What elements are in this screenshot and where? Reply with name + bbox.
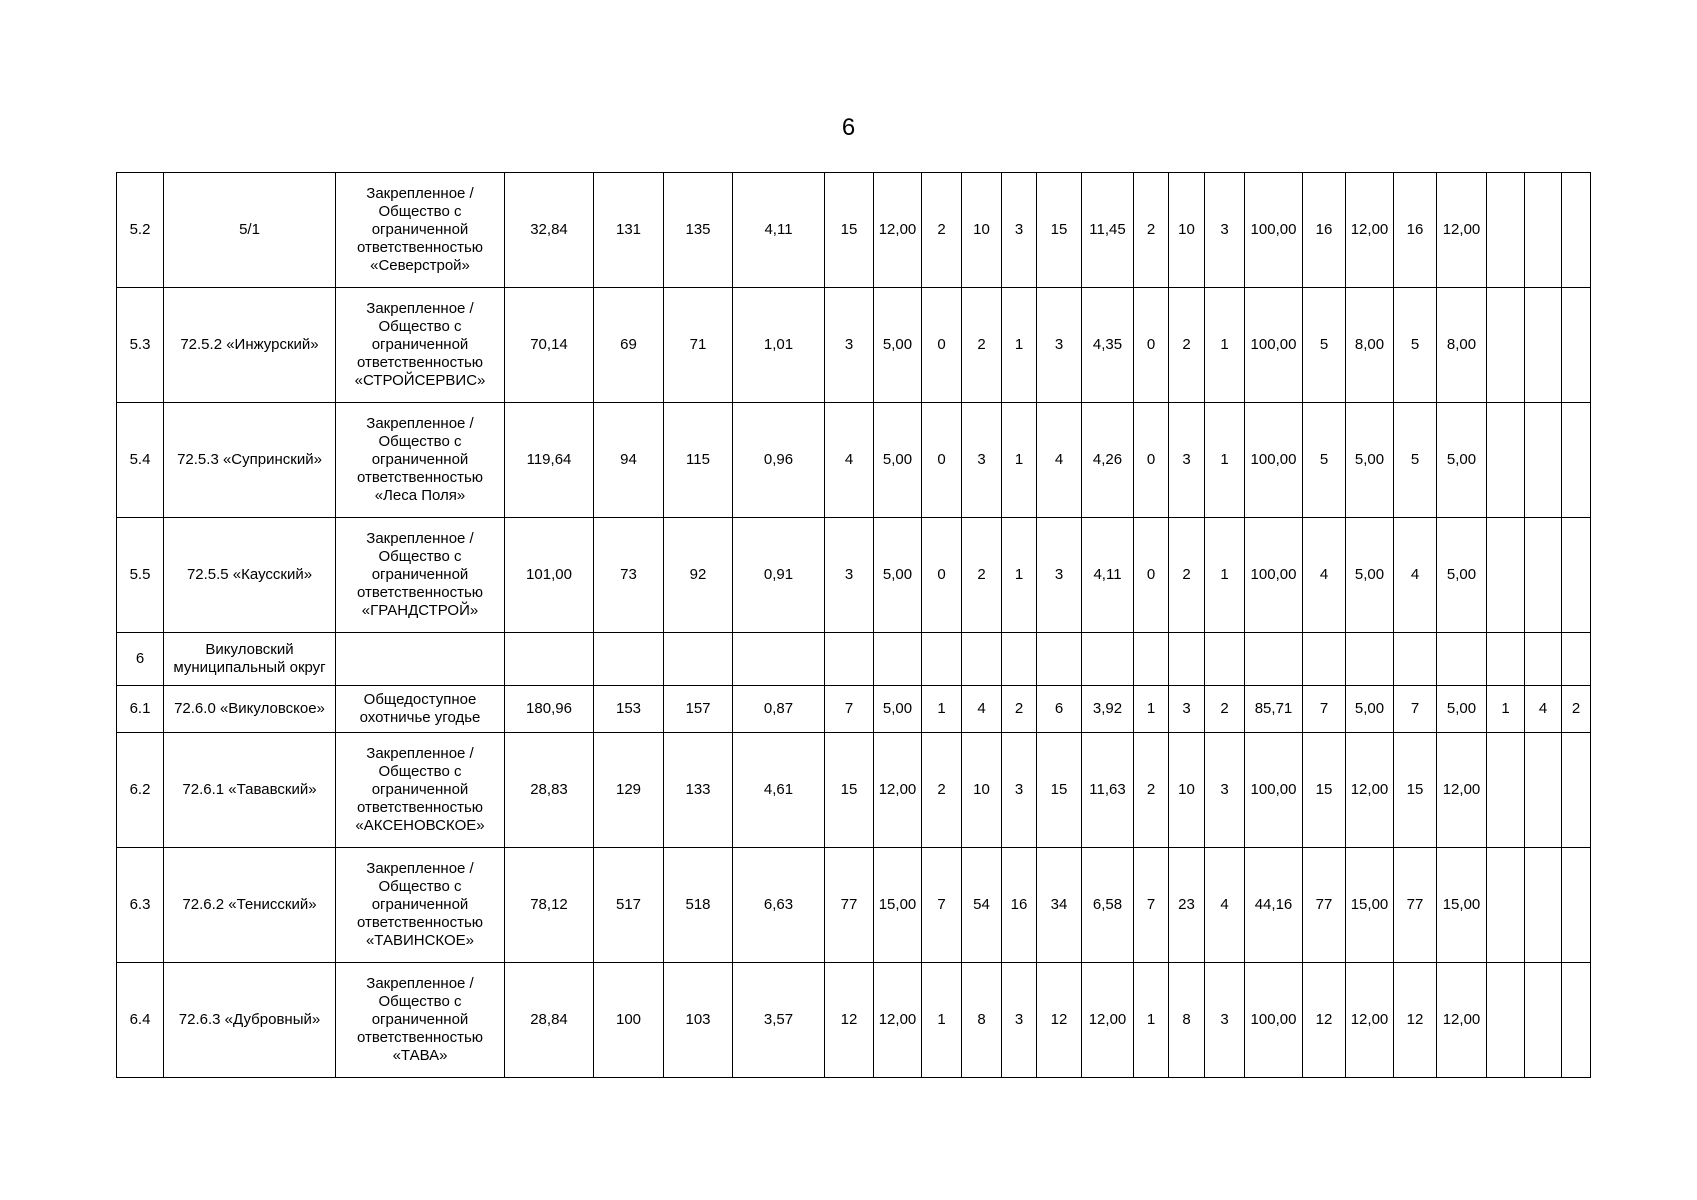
cell-value-col-20: 12,00 xyxy=(1346,963,1394,1078)
cell-value-col-17 xyxy=(1205,633,1245,686)
cell-value-col-19: 4 xyxy=(1303,518,1346,633)
cell-value-col-24 xyxy=(1525,963,1562,1078)
cell-value-col-11: 54 xyxy=(962,848,1002,963)
cell-value-col-21: 4 xyxy=(1394,518,1437,633)
cell-value-col-8: 77 xyxy=(825,848,874,963)
cell-value-col-15: 7 xyxy=(1134,848,1169,963)
cell-value-col-13: 15 xyxy=(1037,733,1082,848)
cell-value-col-23 xyxy=(1487,733,1525,848)
cell-value-col-14: 12,00 xyxy=(1082,963,1134,1078)
cell-ground-category-owner: Закрепленное / Общество с ограниченной ответственностью «АКСЕНОВСКОЕ» xyxy=(336,733,505,848)
cell-ground-category-owner: Закрепленное / Общество с ограниченной ответственностью «Северстрой» xyxy=(336,173,505,288)
cell-row-number: 5.3 xyxy=(117,288,164,403)
cell-value-col-9: 5,00 xyxy=(874,518,922,633)
cell-percent-col-18: 100,00 xyxy=(1245,173,1303,288)
cell-hunting-ground-name: 72.5.5 «Каусский» xyxy=(164,518,336,633)
cell-value-col-6: 103 xyxy=(664,963,733,1078)
cell-row-number: 6.3 xyxy=(117,848,164,963)
cell-row-number: 5.2 xyxy=(117,173,164,288)
cell-percent-col-18: 100,00 xyxy=(1245,403,1303,518)
cell-value-col-10 xyxy=(922,633,962,686)
cell-value-col-11: 3 xyxy=(962,403,1002,518)
cell-value-col-10: 2 xyxy=(922,173,962,288)
cell-value-col-8: 15 xyxy=(825,733,874,848)
table-row xyxy=(117,963,1591,1078)
cell-value-col-17: 3 xyxy=(1205,963,1245,1078)
cell-ground-category-owner: Закрепленное / Общество с ограниченной ответственностью «ТАВИНСКОЕ» xyxy=(336,848,505,963)
cell-value-col-7 xyxy=(733,633,825,686)
cell-value-col-10: 0 xyxy=(922,403,962,518)
cell-value-col-24 xyxy=(1525,173,1562,288)
cell-value-col-17: 1 xyxy=(1205,403,1245,518)
cell-value-col-25 xyxy=(1562,848,1591,963)
cell-value-col-19: 12 xyxy=(1303,963,1346,1078)
cell-value-col-8: 15 xyxy=(825,173,874,288)
cell-value-col-11: 10 xyxy=(962,733,1002,848)
cell-value-col-21: 7 xyxy=(1394,686,1437,733)
cell-value-col-23 xyxy=(1487,173,1525,288)
cell-value-col-12: 3 xyxy=(1002,733,1037,848)
cell-value-col-25: 2 xyxy=(1562,686,1591,733)
cell-value-col-5: 100 xyxy=(594,963,664,1078)
cell-area: 28,84 xyxy=(505,963,594,1078)
cell-value-col-16: 3 xyxy=(1169,686,1205,733)
cell-value-col-8: 3 xyxy=(825,288,874,403)
cell-value-col-16: 3 xyxy=(1169,403,1205,518)
table-district-row xyxy=(117,633,1591,686)
cell-hunting-ground-name: 72.6.1 «Тававский» xyxy=(164,733,336,848)
cell-value-col-5: 131 xyxy=(594,173,664,288)
cell-value-col-11 xyxy=(962,633,1002,686)
cell-value-col-6: 518 xyxy=(664,848,733,963)
cell-value-col-9: 5,00 xyxy=(874,403,922,518)
cell-value-col-15: 0 xyxy=(1134,288,1169,403)
cell-value-col-9: 12,00 xyxy=(874,733,922,848)
cell-value-col-13: 3 xyxy=(1037,288,1082,403)
cell-row-number: 6.2 xyxy=(117,733,164,848)
cell-value-col-21: 5 xyxy=(1394,403,1437,518)
cell-ground-category-owner: Закрепленное / Общество с ограниченной ответственностью «ТАВА» xyxy=(336,963,505,1078)
cell-value-col-8: 4 xyxy=(825,403,874,518)
cell-percent-col-18 xyxy=(1245,633,1303,686)
cell-ground-category-owner xyxy=(336,633,505,686)
cell-value-col-6 xyxy=(664,633,733,686)
cell-value-col-17: 3 xyxy=(1205,733,1245,848)
cell-area: 70,14 xyxy=(505,288,594,403)
cell-value-col-5 xyxy=(594,633,664,686)
cell-value-col-24 xyxy=(1525,403,1562,518)
cell-value-col-17: 3 xyxy=(1205,173,1245,288)
cell-value-col-10: 0 xyxy=(922,518,962,633)
cell-value-col-20: 5,00 xyxy=(1346,686,1394,733)
cell-value-col-22: 12,00 xyxy=(1437,733,1487,848)
table-row xyxy=(117,848,1591,963)
cell-hunting-ground-name: Викуловский муниципальный округ xyxy=(164,633,336,686)
cell-value-col-23 xyxy=(1487,848,1525,963)
cell-value-col-9 xyxy=(874,633,922,686)
cell-value-col-8: 7 xyxy=(825,686,874,733)
cell-value-col-22: 12,00 xyxy=(1437,173,1487,288)
cell-value-col-15: 1 xyxy=(1134,686,1169,733)
cell-value-col-21: 5 xyxy=(1394,288,1437,403)
cell-value-col-5: 73 xyxy=(594,518,664,633)
cell-area: 32,84 xyxy=(505,173,594,288)
cell-value-col-14: 4,26 xyxy=(1082,403,1134,518)
cell-value-col-19: 5 xyxy=(1303,288,1346,403)
cell-value-col-8: 12 xyxy=(825,963,874,1078)
cell-value-col-14: 4,11 xyxy=(1082,518,1134,633)
cell-area: 78,12 xyxy=(505,848,594,963)
cell-value-col-9: 12,00 xyxy=(874,963,922,1078)
cell-area: 101,00 xyxy=(505,518,594,633)
cell-value-col-24: 4 xyxy=(1525,686,1562,733)
cell-value-col-15 xyxy=(1134,633,1169,686)
page-number: 6 xyxy=(841,114,856,141)
cell-value-col-6: 115 xyxy=(664,403,733,518)
cell-percent-col-18: 100,00 xyxy=(1245,288,1303,403)
table-row xyxy=(117,288,1591,403)
cell-value-col-5: 129 xyxy=(594,733,664,848)
cell-percent-col-18: 44,16 xyxy=(1245,848,1303,963)
cell-value-col-10: 7 xyxy=(922,848,962,963)
cell-value-col-20: 5,00 xyxy=(1346,518,1394,633)
cell-ground-category-owner: Закрепленное / Общество с ограниченной ответственностью «ГРАНДСТРОЙ» xyxy=(336,518,505,633)
cell-value-col-23 xyxy=(1487,963,1525,1078)
cell-value-col-16: 2 xyxy=(1169,288,1205,403)
cell-value-col-22: 5,00 xyxy=(1437,518,1487,633)
cell-value-col-14: 4,35 xyxy=(1082,288,1134,403)
cell-value-col-12: 3 xyxy=(1002,963,1037,1078)
cell-value-col-17: 2 xyxy=(1205,686,1245,733)
cell-value-col-9: 5,00 xyxy=(874,686,922,733)
cell-value-col-15: 1 xyxy=(1134,963,1169,1078)
cell-value-col-15: 2 xyxy=(1134,173,1169,288)
table-row xyxy=(117,733,1591,848)
cell-value-col-11: 2 xyxy=(962,288,1002,403)
cell-value-col-6: 133 xyxy=(664,733,733,848)
cell-value-col-17: 4 xyxy=(1205,848,1245,963)
cell-value-col-16 xyxy=(1169,633,1205,686)
cell-value-col-13: 6 xyxy=(1037,686,1082,733)
cell-value-col-22 xyxy=(1437,633,1487,686)
cell-hunting-ground-name: 5/1 xyxy=(164,173,336,288)
cell-value-col-8: 3 xyxy=(825,518,874,633)
cell-value-col-15: 2 xyxy=(1134,733,1169,848)
cell-value-col-25 xyxy=(1562,633,1591,686)
cell-value-col-19: 7 xyxy=(1303,686,1346,733)
cell-value-col-21: 12 xyxy=(1394,963,1437,1078)
cell-value-col-24 xyxy=(1525,733,1562,848)
cell-value-col-7: 4,11 xyxy=(733,173,825,288)
cell-value-col-9: 12,00 xyxy=(874,173,922,288)
cell-value-col-12: 1 xyxy=(1002,288,1037,403)
cell-value-col-12: 16 xyxy=(1002,848,1037,963)
cell-value-col-12: 1 xyxy=(1002,403,1037,518)
table-row xyxy=(117,173,1591,288)
cell-value-col-19: 16 xyxy=(1303,173,1346,288)
cell-row-number: 5.5 xyxy=(117,518,164,633)
cell-value-col-21: 16 xyxy=(1394,173,1437,288)
table-row xyxy=(117,686,1591,733)
cell-value-col-22: 8,00 xyxy=(1437,288,1487,403)
cell-value-col-11: 2 xyxy=(962,518,1002,633)
cell-value-col-20: 12,00 xyxy=(1346,173,1394,288)
cell-value-col-11: 8 xyxy=(962,963,1002,1078)
cell-value-col-24 xyxy=(1525,518,1562,633)
cell-hunting-ground-name: 72.6.3 «Дубровный» xyxy=(164,963,336,1078)
cell-value-col-20: 8,00 xyxy=(1346,288,1394,403)
cell-ground-category-owner: Закрепленное / Общество с ограниченной ответственностью «Леса Поля» xyxy=(336,403,505,518)
cell-value-col-20: 15,00 xyxy=(1346,848,1394,963)
cell-hunting-ground-name: 72.6.2 «Тенисский» xyxy=(164,848,336,963)
cell-value-col-8 xyxy=(825,633,874,686)
cell-value-col-22: 15,00 xyxy=(1437,848,1487,963)
cell-value-col-6: 135 xyxy=(664,173,733,288)
cell-value-col-25 xyxy=(1562,963,1591,1078)
cell-value-col-10: 1 xyxy=(922,963,962,1078)
cell-area xyxy=(505,633,594,686)
cell-value-col-5: 94 xyxy=(594,403,664,518)
cell-hunting-ground-name: 72.6.0 «Викуловское» xyxy=(164,686,336,733)
cell-value-col-9: 15,00 xyxy=(874,848,922,963)
cell-value-col-14: 11,45 xyxy=(1082,173,1134,288)
cell-value-col-25 xyxy=(1562,403,1591,518)
cell-value-col-7: 3,57 xyxy=(733,963,825,1078)
cell-value-col-6: 157 xyxy=(664,686,733,733)
cell-value-col-7: 0,87 xyxy=(733,686,825,733)
table-row xyxy=(117,403,1591,518)
cell-value-col-10: 2 xyxy=(922,733,962,848)
cell-value-col-13: 3 xyxy=(1037,518,1082,633)
cell-percent-col-18: 100,00 xyxy=(1245,733,1303,848)
cell-value-col-10: 0 xyxy=(922,288,962,403)
cell-value-col-19: 5 xyxy=(1303,403,1346,518)
cell-value-col-16: 10 xyxy=(1169,173,1205,288)
cell-hunting-ground-name: 72.5.3 «Супринский» xyxy=(164,403,336,518)
cell-value-col-23 xyxy=(1487,288,1525,403)
cell-value-col-13 xyxy=(1037,633,1082,686)
cell-ground-category-owner: Общедоступное охотничье угодье xyxy=(336,686,505,733)
cell-value-col-23: 1 xyxy=(1487,686,1525,733)
cell-value-col-25 xyxy=(1562,733,1591,848)
cell-percent-col-18: 100,00 xyxy=(1245,963,1303,1078)
cell-value-col-16: 23 xyxy=(1169,848,1205,963)
cell-area: 119,64 xyxy=(505,403,594,518)
cell-value-col-19: 15 xyxy=(1303,733,1346,848)
cell-area: 28,83 xyxy=(505,733,594,848)
cell-value-col-23 xyxy=(1487,403,1525,518)
cell-value-col-22: 5,00 xyxy=(1437,686,1487,733)
cell-value-col-12 xyxy=(1002,633,1037,686)
cell-row-number: 6 xyxy=(117,633,164,686)
cell-value-col-7: 6,63 xyxy=(733,848,825,963)
cell-value-col-24 xyxy=(1525,288,1562,403)
cell-value-col-13: 4 xyxy=(1037,403,1082,518)
cell-value-col-7: 0,96 xyxy=(733,403,825,518)
cell-row-number: 6.4 xyxy=(117,963,164,1078)
cell-value-col-5: 517 xyxy=(594,848,664,963)
cell-value-col-14 xyxy=(1082,633,1134,686)
cell-value-col-25 xyxy=(1562,173,1591,288)
cell-area: 180,96 xyxy=(505,686,594,733)
cell-value-col-19: 77 xyxy=(1303,848,1346,963)
cell-value-col-23 xyxy=(1487,633,1525,686)
cell-value-col-17: 1 xyxy=(1205,518,1245,633)
cell-value-col-6: 71 xyxy=(664,288,733,403)
cell-value-col-5: 153 xyxy=(594,686,664,733)
cell-value-col-11: 10 xyxy=(962,173,1002,288)
cell-value-col-13: 12 xyxy=(1037,963,1082,1078)
cell-value-col-11: 4 xyxy=(962,686,1002,733)
cell-row-number: 6.1 xyxy=(117,686,164,733)
cell-value-col-16: 2 xyxy=(1169,518,1205,633)
cell-value-col-7: 4,61 xyxy=(733,733,825,848)
cell-value-col-20: 5,00 xyxy=(1346,403,1394,518)
cell-value-col-22: 12,00 xyxy=(1437,963,1487,1078)
cell-value-col-9: 5,00 xyxy=(874,288,922,403)
hunting-grounds-table xyxy=(116,172,1591,1078)
cell-value-col-15: 0 xyxy=(1134,518,1169,633)
cell-value-col-19 xyxy=(1303,633,1346,686)
cell-value-col-15: 0 xyxy=(1134,403,1169,518)
table-row xyxy=(117,518,1591,633)
cell-value-col-24 xyxy=(1525,848,1562,963)
cell-value-col-21: 15 xyxy=(1394,733,1437,848)
cell-value-col-21 xyxy=(1394,633,1437,686)
cell-value-col-7: 1,01 xyxy=(733,288,825,403)
cell-value-col-14: 3,92 xyxy=(1082,686,1134,733)
cell-percent-col-18: 100,00 xyxy=(1245,518,1303,633)
cell-value-col-14: 11,63 xyxy=(1082,733,1134,848)
cell-value-col-12: 1 xyxy=(1002,518,1037,633)
cell-value-col-25 xyxy=(1562,288,1591,403)
cell-value-col-7: 0,91 xyxy=(733,518,825,633)
cell-value-col-17: 1 xyxy=(1205,288,1245,403)
cell-ground-category-owner: Закрепленное / Общество с ограниченной ответственностью «СТРОЙСЕРВИС» xyxy=(336,288,505,403)
cell-value-col-20: 12,00 xyxy=(1346,733,1394,848)
cell-percent-col-18: 85,71 xyxy=(1245,686,1303,733)
cell-value-col-12: 3 xyxy=(1002,173,1037,288)
cell-value-col-6: 92 xyxy=(664,518,733,633)
cell-value-col-14: 6,58 xyxy=(1082,848,1134,963)
cell-value-col-12: 2 xyxy=(1002,686,1037,733)
cell-value-col-22: 5,00 xyxy=(1437,403,1487,518)
cell-value-col-24 xyxy=(1525,633,1562,686)
cell-hunting-ground-name: 72.5.2 «Инжурский» xyxy=(164,288,336,403)
cell-value-col-16: 8 xyxy=(1169,963,1205,1078)
cell-row-number: 5.4 xyxy=(117,403,164,518)
cell-value-col-23 xyxy=(1487,518,1525,633)
cell-value-col-25 xyxy=(1562,518,1591,633)
cell-value-col-13: 34 xyxy=(1037,848,1082,963)
cell-value-col-5: 69 xyxy=(594,288,664,403)
cell-value-col-21: 77 xyxy=(1394,848,1437,963)
cell-value-col-10: 1 xyxy=(922,686,962,733)
cell-value-col-20 xyxy=(1346,633,1394,686)
cell-value-col-13: 15 xyxy=(1037,173,1082,288)
cell-value-col-16: 10 xyxy=(1169,733,1205,848)
